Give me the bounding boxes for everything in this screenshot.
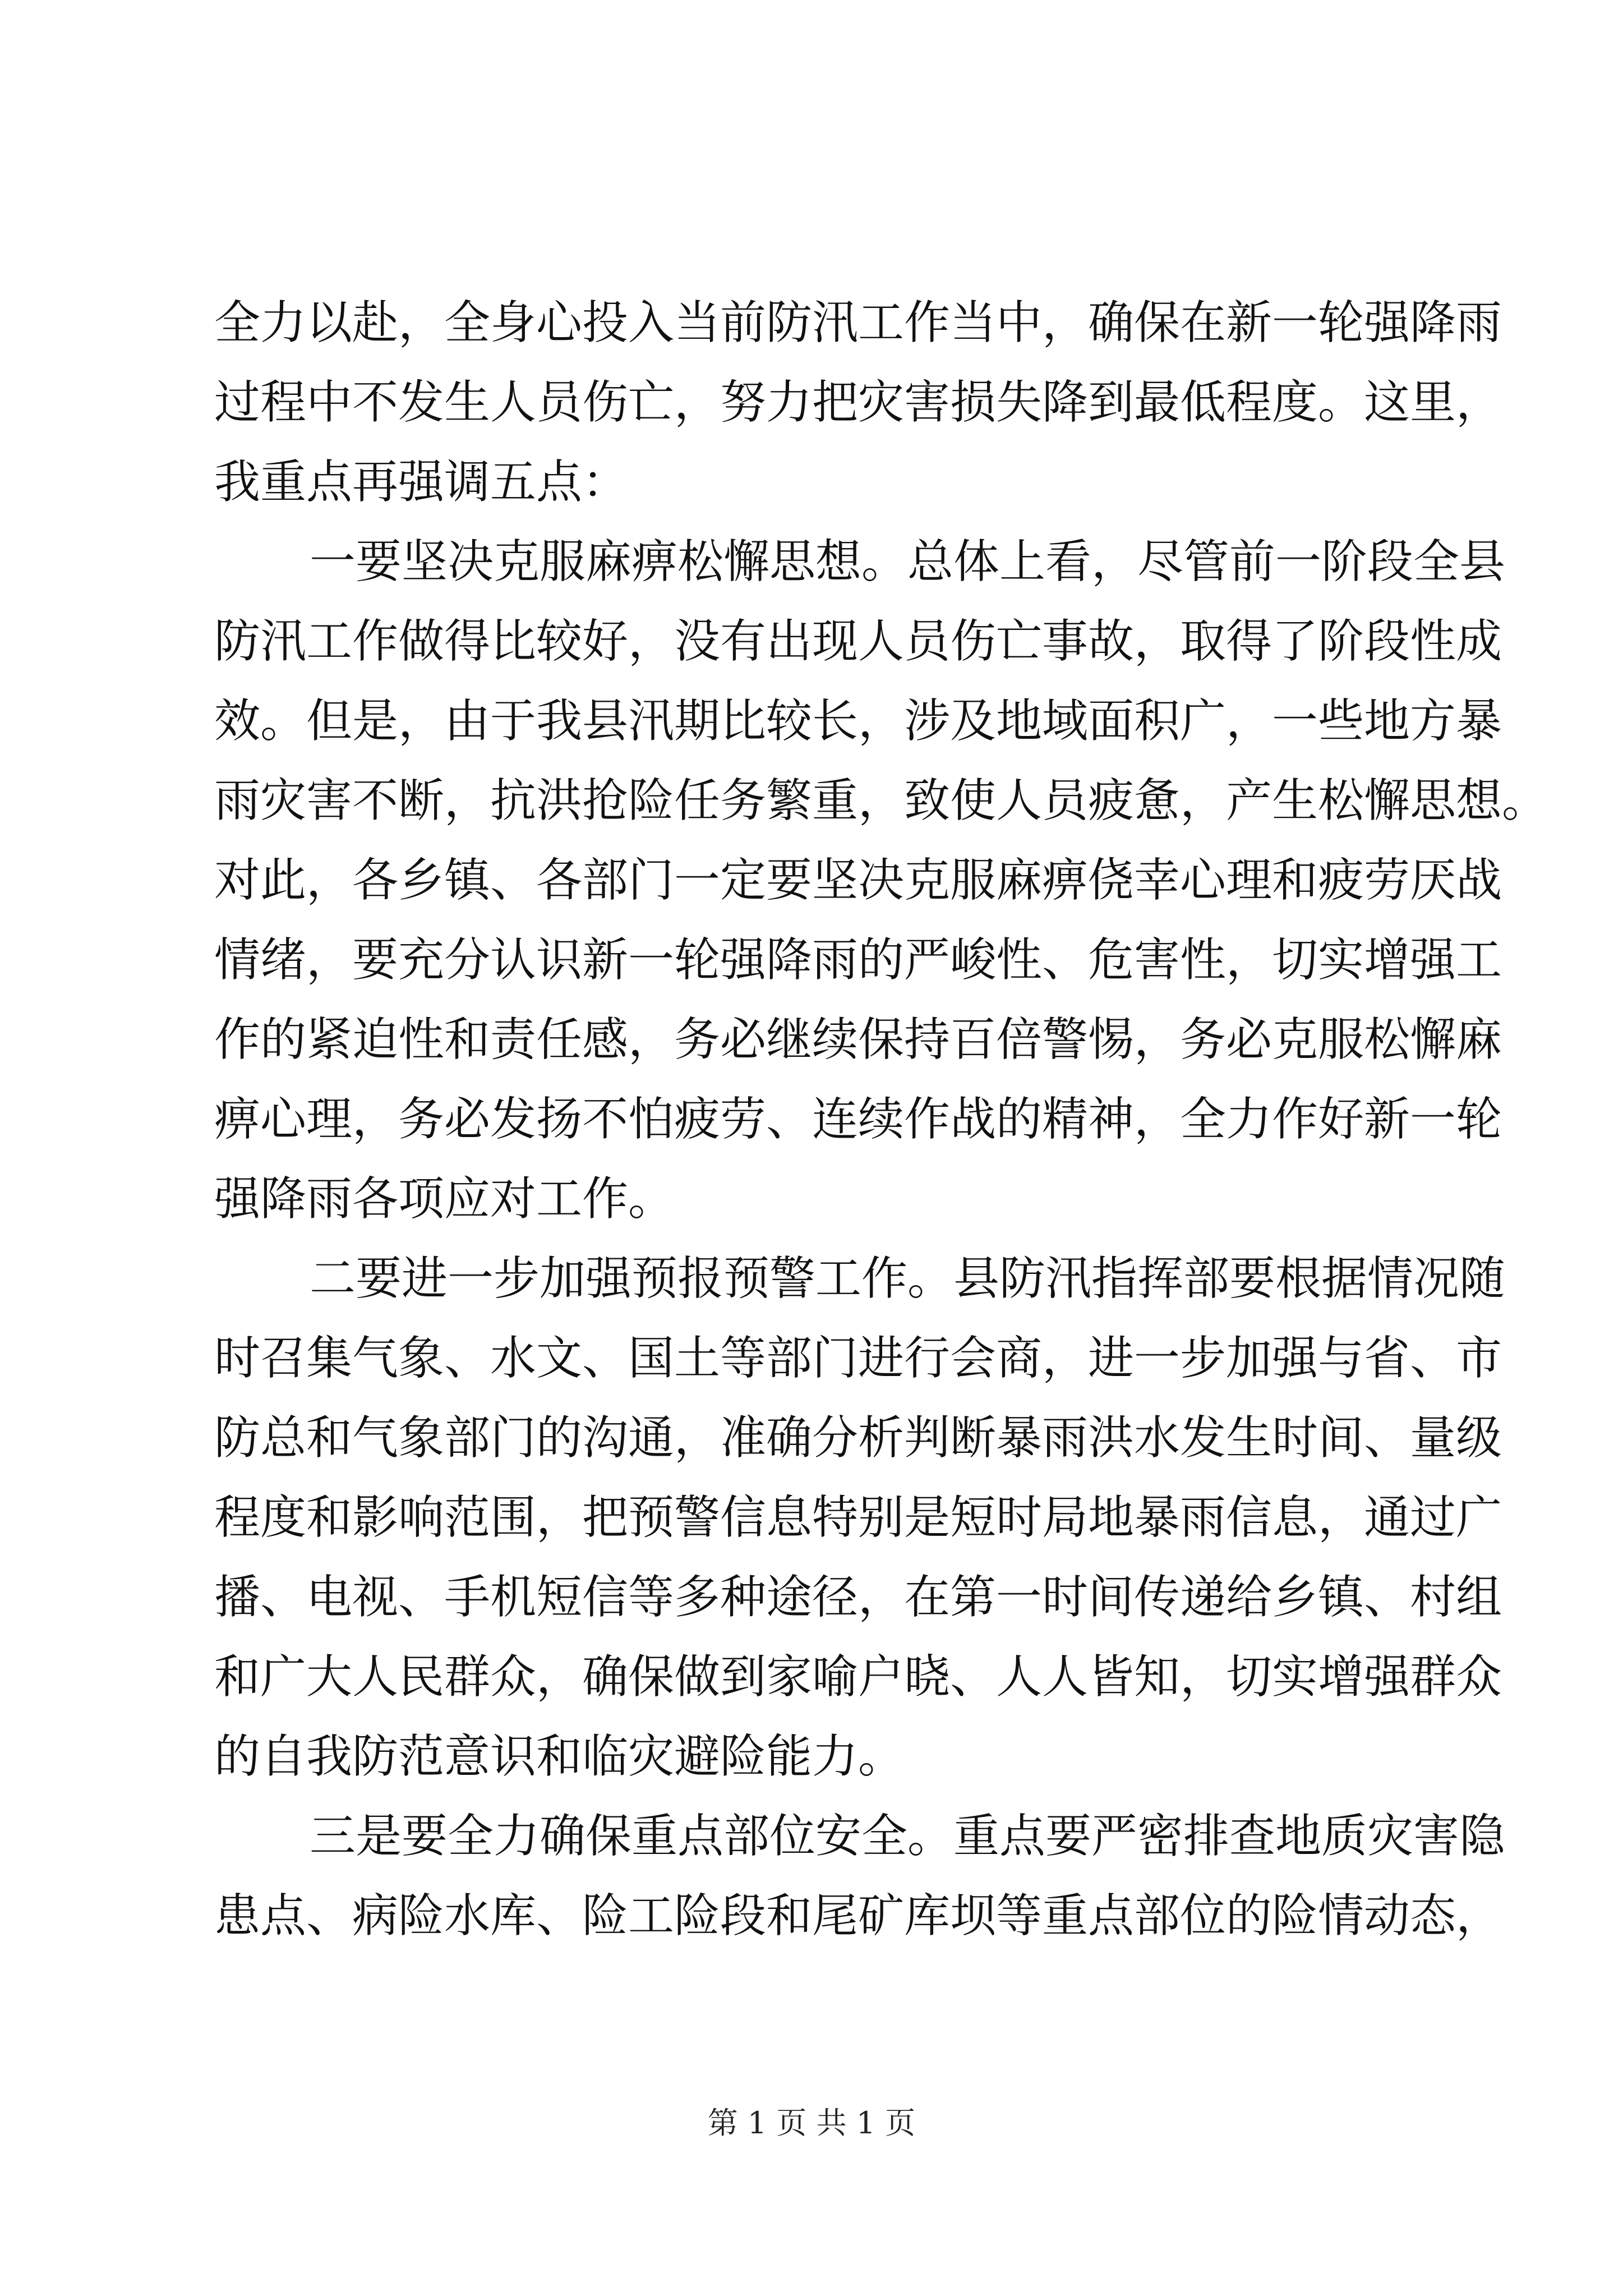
paragraph-line: 我重点再强调五点： [214,455,629,509]
paragraph-line: 痹心理，务必发扬不怕疲劳、连续作战的精神，全力作好新一轮 [214,1093,1502,1146]
paragraph-line: 和广大人民群众，确保做到家喻户晓、人人皆知，切实增强群众 [214,1650,1502,1704]
paragraph-line: 三是要全力确保重点部位安全。重点要严密排查地质灾害隐 [310,1810,1506,1863]
paragraph-line: 程度和影响范围，把预警信息特别是短时局地暴雨信息，通过广 [214,1491,1502,1544]
paragraph-line: 全力以赴，全身心投入当前防汛工作当中，确保在新一轮强降雨 [214,296,1502,349]
paragraph-line: 防汛工作做得比较好，没有出现人员伤亡事故，取得了阶段性成 [214,615,1502,668]
paragraph-line: 雨灾害不断，抗洪抢险任务繁重，致使人员疲惫，产生松懈思想。 [214,774,1548,827]
paragraph-line: 效。但是，由于我县汛期比较长，涉及地域面积广，一些地方暴 [214,694,1502,748]
paragraph-line: 患点、病险水库、险工险段和尾矿库坝等重点部位的险情动态， [214,1889,1502,1943]
paragraph-line: 的自我防范意识和临灾避险能力。 [214,1730,905,1783]
paragraph-line: 强降雨各项应对工作。 [214,1172,675,1226]
paragraph-line: 时召集气象、水文、国土等部门进行会商，进一步加强与省、市 [214,1332,1502,1385]
paragraph-line: 二要进一步加强预报预警工作。县防汛指挥部要根据情况随 [310,1252,1506,1305]
paragraph-line: 情绪，要充分认识新一轮强降雨的严峻性、危害性，切实增强工 [214,933,1502,987]
paragraph-line: 防总和气象部门的沟通，准确分析判断暴雨洪水发生时间、量级 [214,1411,1502,1465]
paragraph-line: 一要坚决克服麻痹松懈思想。总体上看，尽管前一阶段全县 [310,535,1506,588]
paragraph-line: 播、电视、手机短信等多种途径，在第一时间传递给乡镇、村组 [214,1571,1502,1624]
paragraph-line: 作的紧迫性和责任感，务必继续保持百倍警惕，务必克服松懈麻 [214,1013,1502,1066]
page-number-footer: 第 1 页 共 1 页 [707,2105,916,2141]
paragraph-line: 对此，各乡镇、各部门一定要坚决克服麻痹侥幸心理和疲劳厌战 [214,854,1502,907]
paragraph-line: 过程中不发生人员伤亡，努力把灾害损失降到最低程度。这里， [214,376,1502,429]
